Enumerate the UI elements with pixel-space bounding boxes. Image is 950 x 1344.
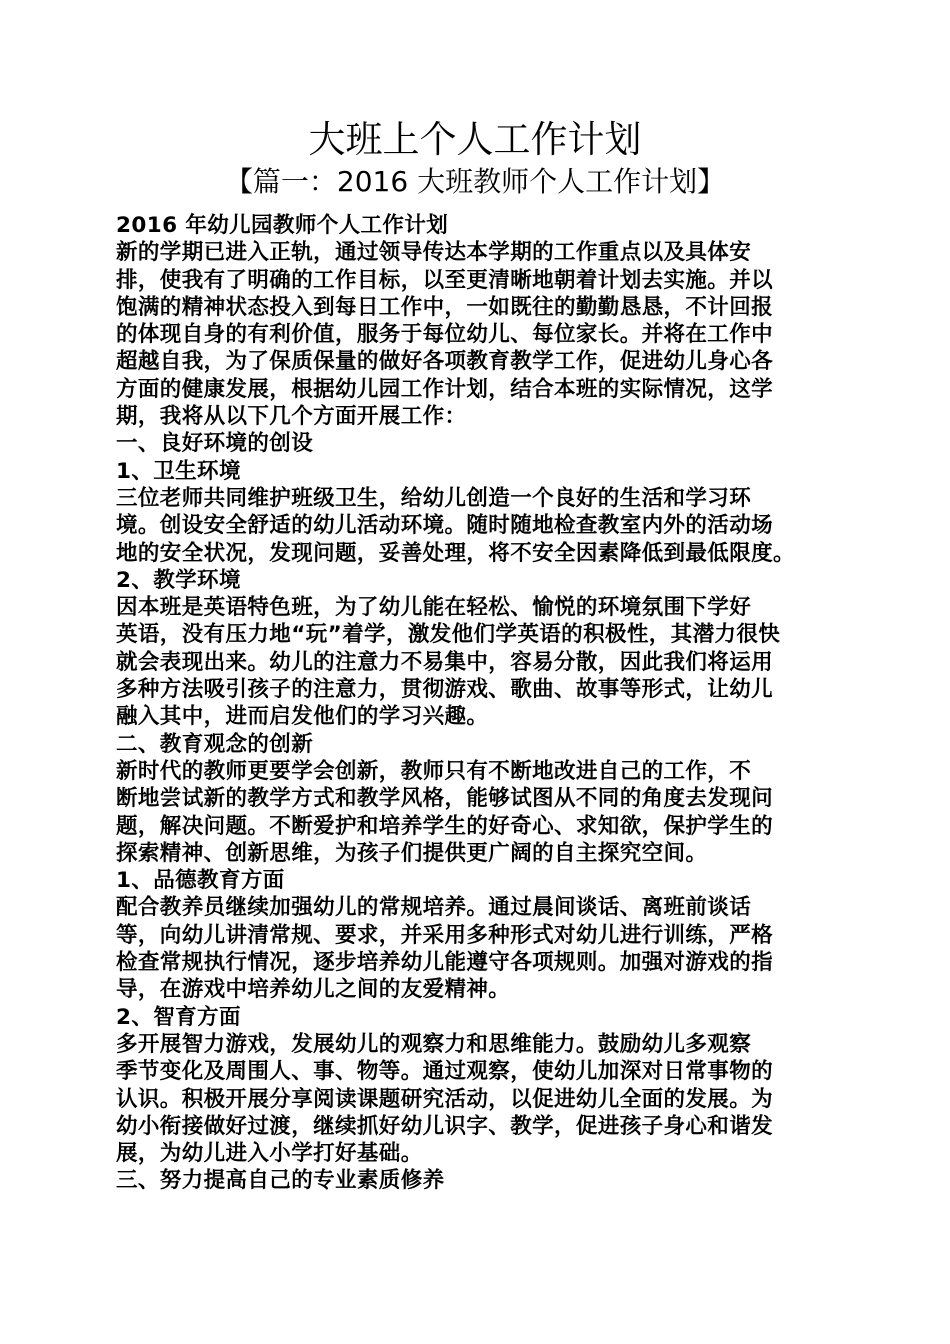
paragraph-line: 配合教养员继续加强幼儿的常规培养。通过晨间谈话、离班前谈话 bbox=[116, 895, 752, 921]
paragraph-line: 饱满的精神状态投入到每日工作中，一如既往的勤勤恳恳，不计回报 bbox=[116, 294, 774, 320]
subsection-heading: 2、教学环境 bbox=[116, 567, 241, 593]
paragraph-line: 三位老师共同维护班级卫生，给幼儿创造一个良好的生活和学习环 bbox=[116, 485, 752, 511]
paragraph-line: 的体现自身的有利价值，服务于每位幼儿、每位家长。并将在工作中 bbox=[116, 322, 774, 348]
subsection-heading: 2、智育方面 bbox=[116, 1004, 241, 1030]
paragraph-line: 检查常规执行情况，逐步培养幼儿能遵守各项规则。加强对游戏的指 bbox=[116, 950, 774, 976]
paragraph-line: 新的学期已进入正轨，通过领导传达本学期的工作重点以及具体安 bbox=[116, 240, 752, 266]
paragraph-line: 融入其中，进而启发他们的学习兴趣。 bbox=[116, 704, 489, 730]
paragraph-line: 因本班是英语特色班，为了幼儿能在轻松、愉悦的环境氛围下学好 bbox=[116, 595, 752, 621]
paragraph-line: 方面的健康发展，根据幼儿园工作计划，结合本班的实际情况，这学 bbox=[116, 376, 774, 402]
paragraph-line: 季节变化及周围人、事、物等。通过观察，使幼儿加深对日常事物的 bbox=[116, 1059, 774, 1085]
paragraph-line: 超越自我，为了保质保量的做好各项教育教学工作，促进幼儿身心各 bbox=[116, 349, 774, 375]
paragraph-line: 幼小衔接做好过渡，继续抓好幼儿识字、教学，促进孩子身心和谐发 bbox=[116, 1113, 774, 1139]
paragraph-line: 地的安全状况，发现问题，妥善处理，将不安全因素降低到最低限度。 bbox=[116, 540, 795, 566]
paragraph-line: 认识。积极开展分享阅读课题研究活动，以促进幼儿全面的发展。为 bbox=[116, 1086, 774, 1112]
document-body bbox=[116, 212, 838, 1195]
paragraph-line: 期，我将从以下几个方面开展工作： bbox=[116, 404, 467, 430]
subsection-heading: 1、品德教育方面 bbox=[116, 868, 285, 894]
subsection-heading: 1、卫生环境 bbox=[116, 458, 241, 484]
paragraph-line: 探索精神、创新思维，为孩子们提供更广阔的自主探究空间。 bbox=[116, 840, 708, 866]
paragraph-line: 多开展智力游戏，发展幼儿的观察力和思维能力。鼓励幼儿多观察 bbox=[116, 1031, 752, 1057]
section-heading: 二、教育观念的创新 bbox=[116, 731, 314, 757]
paragraph-line: 排，使我有了明确的工作目标，以至更清晰地朝着计划去实施。并以 bbox=[116, 267, 774, 293]
section-heading: 三、努力提高自己的专业素质修养 bbox=[116, 1168, 445, 1194]
paragraph-line: 英语，没有压力地“玩”着学，激发他们学英语的积极性，其潜力很快 bbox=[116, 622, 781, 648]
section-heading: 一、良好环境的创设 bbox=[116, 431, 314, 457]
document-subtitle: 【篇一：2016 大班教师个人工作计划】 bbox=[224, 165, 726, 198]
document-title: 大班上个人工作计划 bbox=[308, 118, 642, 161]
paragraph-line: 导，在游戏中培养幼儿之间的友爱精神。 bbox=[116, 977, 511, 1003]
paragraph-line: 展，为幼儿进入小学打好基础。 bbox=[116, 1141, 423, 1167]
paragraph-line: 境。创设安全舒适的幼儿活动环境。随时随地检查教室内外的活动场 bbox=[116, 513, 774, 539]
paragraph-line: 新时代的教师更要学会创新，教师只有不断地改进自己的工作，不 bbox=[116, 758, 752, 784]
paragraph-line: 多种方法吸引孩子的注意力，贯彻游戏、歌曲、故事等形式，让幼儿 bbox=[116, 677, 774, 703]
paragraph-line: 断地尝试新的教学方式和教学风格，能够试图从不同的角度去发现问 bbox=[116, 786, 774, 812]
paragraph-line: 就会表现出来。幼儿的注意力不易集中，容易分散，因此我们将运用 bbox=[116, 649, 774, 675]
paragraph-line: 等，向幼儿讲清常规、要求，并采用多种形式对幼儿进行训练，严格 bbox=[116, 922, 774, 948]
paragraph-line: 题，解决问题。不断爱护和培养学生的好奇心、求知欲，保护学生的 bbox=[116, 813, 774, 839]
section-heading: 2016 年幼儿园教师个人工作计划 bbox=[116, 213, 449, 238]
